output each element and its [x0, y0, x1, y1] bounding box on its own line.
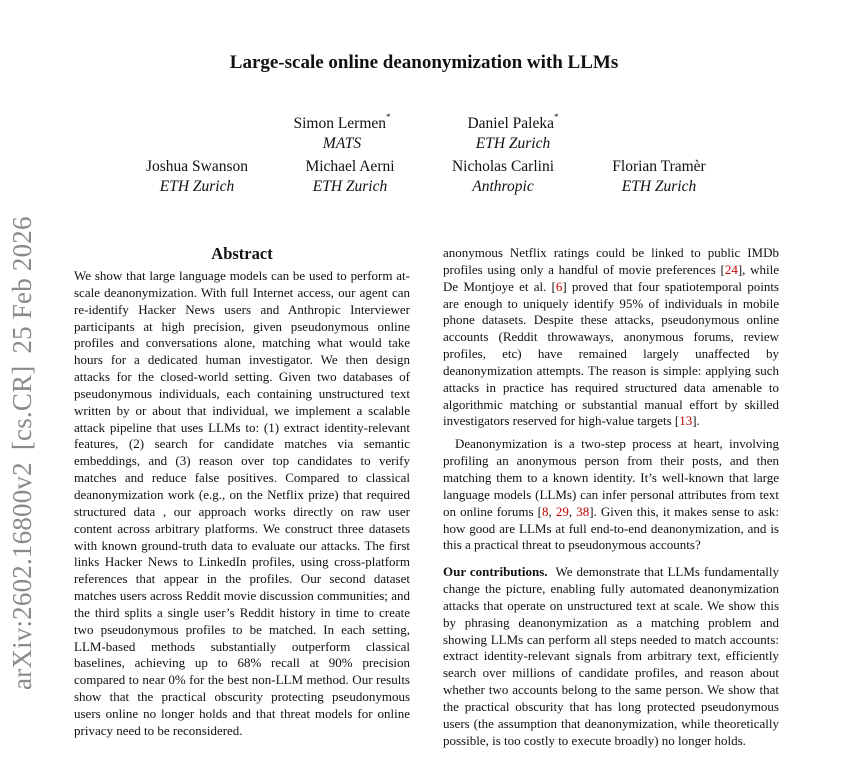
citation-link[interactable]: 6 — [555, 278, 563, 294]
author-block — [428, 114, 598, 154]
author-name: Michael Aerni — [305, 158, 395, 175]
citation-link[interactable]: 24 — [724, 261, 738, 277]
contributions-paragraph: Our contributions. We demonstrate that LLMs fundamentally change the picture, enabling fully automated deanonymization attacks that operate on unstructured text at scale. We show this by phrasing deanonymization as a matching problem and showing LLMs can perform all steps needed to match accounts: extract identity-relevant signals from arbitrary text, efficiently search over millions of candidate profiles, and reason about whether two accounts belong to the same person. We show that the practical obscurity that has long protected pseudonymous users (the assumption that deanonymization, while theoretically possible, is too costly to execute broadly) no longer holds. — [443, 564, 780, 748]
intro-paragraph: anonymous Netflix ratings could be linked to public IMDb profiles using only a handful of movie preferences [24], while De Montjoye et al. [6] proved that four spatiotemporal points are enough to uniquely identify 95% of individuals in mobile phone datasets. Despite these attacks, pseudonymous online accounts (Reddit throwaways, anonymous forums, review profiles, etc) have remained largely unaffected by deanonymization attempts. The reason is simple: applying such attacks in practice has required structured data amenable to algorithmic matching or substantial manual effort by skilled investigators reserved for high-value targets [13]. — [443, 245, 779, 429]
intro-paragraph: Deanonymization is a two-step process at heart, involving profiling an anonymous person from their posts, and then matching them to a known identity. It’s well-known that large language models (LLMs) can infer personal attributes from text on online forums [8, 29, 38]. Given this, it makes sense to ask: how good are LLMs at full end-to-end deanonymization, and is this a practical threat to pseudonymous accounts? — [443, 436, 779, 553]
author-block — [418, 157, 588, 197]
author-block — [112, 157, 282, 197]
abstract-heading: Abstract — [211, 244, 273, 263]
author-name: Joshua Swanson — [145, 158, 249, 175]
abstract-text: We show that large language models can be used to perform at-scale deanonymization. With full Internet access, our agent can re-identify Hacker News users and Anthropic Interviewer participants at high precision, given pseudonymous online profiles and conversations alone, matching what would take hours for a dedicated human investigator. We then design attacks for the closed-world setting. Given two databases of pseudonymous individuals, each containing unstructured text written by or about that individual, we implement a scalable attack pipeline that uses LLMs to: (1) extract identity-relevant features, (2) search for candidate matches via semantic embeddings, and (3) reason over top candidates to verify matches and reduce false positives. Compared to classical deanonymization work (e.g., on the Netflix prize) that required structured data , our approach works directly on raw user content across arbitrary platforms. We construct three datasets with known ground-truth data to evaluate our attacks. The first links Hacker News to LinkedIn profiles, using cross-platform references that appear in the profiles. Our second dataset matches users across Reddit movie discussion communities; and the third splits a single user’s Reddit history in time to create two pseudonymous profiles to be matched. In each setting, LLM-based methods substantially outperform classical baselines, achieving up to 68% recall at 90% precision compared to near 0% for the best non-LLM method. Our results show that the practical obscurity protecting pseudonymous users online no longer holds and that threat models for online privacy need to be reconsidered. — [74, 268, 410, 738]
arxiv-date: 25 Feb 2026 — [7, 216, 37, 354]
author-affiliation: ETH Zurich — [475, 135, 551, 152]
contributions-heading: Our contributions. — [443, 564, 548, 580]
paper-title: Large-scale online deanonymization with LLMs — [229, 52, 619, 73]
author-block — [265, 157, 435, 197]
author-name: Florian Tramèr — [612, 158, 706, 175]
author-affiliation: ETH Zurich — [159, 178, 235, 195]
citation-link[interactable]: 13 — [679, 413, 693, 429]
arxiv-identifier-stamp — [4, 190, 40, 690]
arxiv-category: [cs.CR] — [7, 365, 37, 451]
author-name: Nicholas Carlini — [451, 158, 555, 175]
intro-column — [443, 245, 779, 749]
author-block — [574, 157, 744, 197]
citation-link[interactable]: 29 — [555, 503, 569, 519]
equal-contribution-mark: * — [386, 112, 391, 122]
author-affiliation: ETH Zurich — [621, 178, 697, 195]
author-affiliation: Anthropic — [472, 178, 534, 195]
equal-contribution-mark: * — [554, 112, 559, 122]
author-affiliation: ETH Zurich — [312, 178, 388, 195]
author-block — [257, 114, 427, 154]
author-name: Daniel Paleka — [467, 115, 554, 132]
citation-link[interactable]: 8 — [541, 503, 549, 519]
citation-link[interactable]: 38 — [576, 503, 590, 519]
abstract-column — [74, 268, 410, 740]
author-affiliation: MATS — [322, 135, 362, 152]
author-name: Simon Lermen — [293, 115, 387, 132]
arxiv-id: arXiv:2602.16800v2 — [7, 462, 37, 690]
